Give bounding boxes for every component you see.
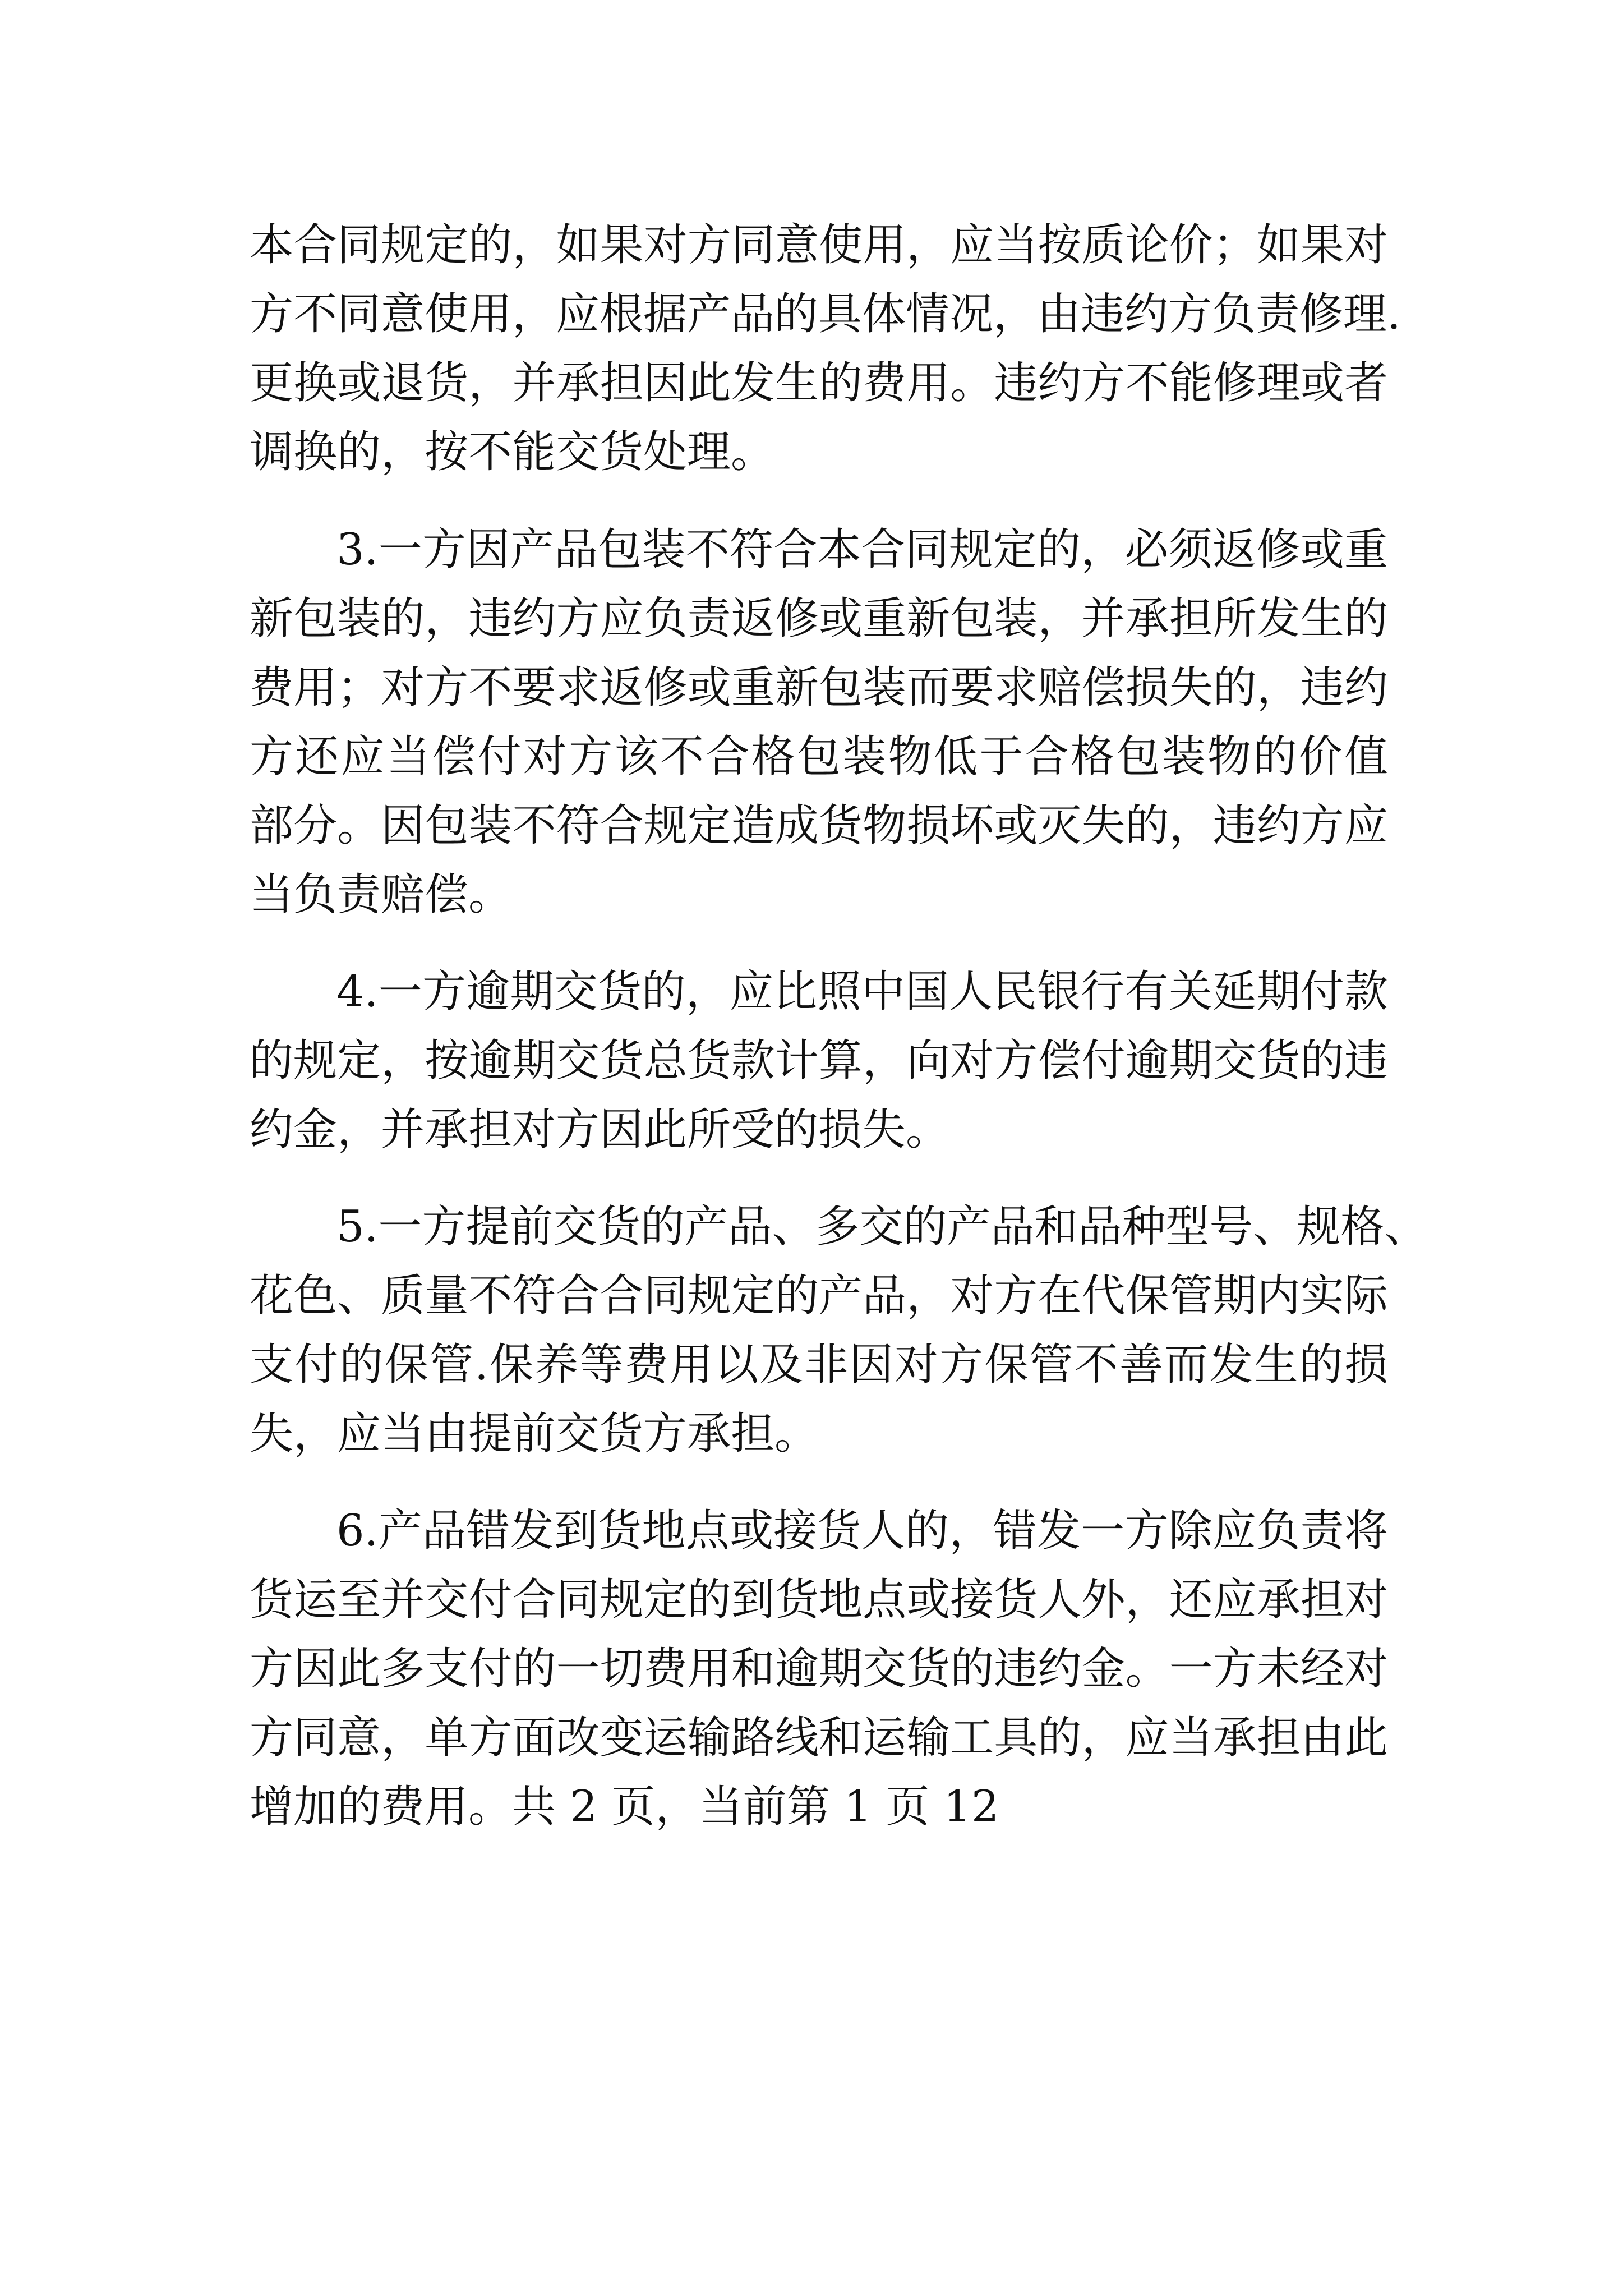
- text-line: 部分。因包装不符合规定造成货物损坏或灭失的，违约方应: [250, 800, 1388, 851]
- text-line: 方因此多支付的一切费用和逾期交货的违约金。一方未经对: [250, 1644, 1388, 1694]
- paragraph-first-line: 6.产品错发到货地点或接货人的，错发一方除应负责将: [336, 1506, 1388, 1556]
- text-line: 更换或退货，并承担因此发生的费用。违约方不能修理或者: [250, 358, 1388, 408]
- text-line: 失，应当由提前交货方承担。: [250, 1409, 819, 1459]
- page-footer-line: 增加的费用。共 2 页，当前第 1 页 12: [250, 1782, 999, 1832]
- paragraph-first-line: 3.一方因产品包装不符合本合同规定的，必须返修或重: [336, 524, 1388, 575]
- text-line: 方还应当偿付对方该不合格包装物低于合格包装物的价值: [250, 731, 1388, 782]
- text-line: 约金，并承担对方因此所受的损失。: [250, 1105, 950, 1155]
- text-line: 的规定，按逾期交货总货款计算，向对方偿付逾期交货的违: [250, 1036, 1388, 1086]
- paragraph-first-line: 4.一方逾期交货的，应比照中国人民银行有关延期付款: [336, 967, 1388, 1017]
- text-line: 货运至并交付合同规定的到货地点或接货人外，还应承担对: [250, 1575, 1388, 1625]
- text-line: 支付的保管.保养等费用以及非因对方保管不善而发生的损: [250, 1340, 1388, 1390]
- text-line: 方不同意使用，应根据产品的具体情况，由违约方负责修理.: [250, 289, 1401, 339]
- text-line: 花色、质量不符合合同规定的产品，对方在代保管期内实际: [250, 1271, 1388, 1321]
- text-line: 调换的，按不能交货处理。: [250, 427, 775, 477]
- text-line: 本合同规定的，如果对方同意使用，应当按质论价；如果对: [250, 220, 1388, 270]
- text-line: 新包装的，违约方应负责返修或重新包装，并承担所发生的: [250, 593, 1388, 644]
- text-line: 当负责赔偿。: [250, 869, 513, 920]
- paragraph-first-line: 5.一方提前交货的产品、多交的产品和品种型号、规格、: [336, 1202, 1428, 1252]
- text-line: 费用；对方不要求返修或重新包装而要求赔偿损失的，违约: [250, 662, 1388, 713]
- text-line: 方同意，单方面改变运输路线和运输工具的，应当承担由此: [250, 1713, 1388, 1763]
